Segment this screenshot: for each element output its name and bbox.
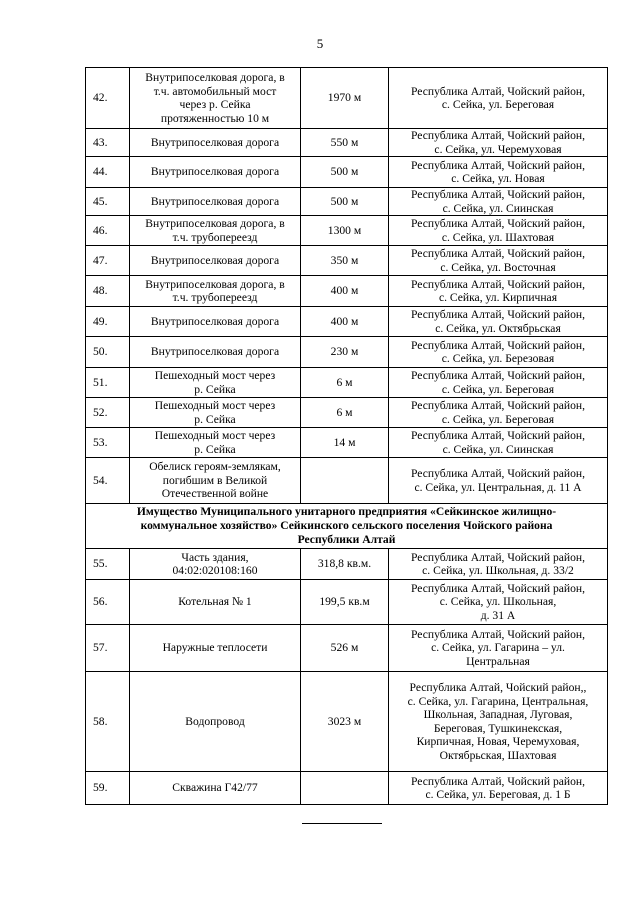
table-row: [86, 458, 608, 504]
object-size-cell: 400 м: [301, 276, 389, 307]
object-name-cell: Внутрипоселковая дорога, в т.ч. трубопереезд: [130, 276, 301, 307]
object-size-cell: [301, 458, 389, 504]
row-number-cell: 42.: [86, 68, 130, 129]
object-address-cell: Республика Алтай, Чойский район, с. Сейка, ул. Октябрьская: [389, 307, 608, 337]
row-number-cell: 55.: [86, 549, 130, 580]
object-address-cell: Республика Алтай, Чойский район, с. Сейка, ул. Новая: [389, 157, 608, 188]
object-size-cell: 1970 м: [301, 68, 389, 129]
object-address-cell: Республика Алтай, Чойский район, с. Сейка, ул. Школьная, д. 33/2: [389, 549, 608, 580]
object-address-cell: Республика Алтай, Чойский район,, с. Сейка, ул. Гагарина, Центральная, Школьная, Западная, Луговая, Береговая, Тушкинекская, Кирпичная, Новая, Черемуховая, Октябрьская, Шахтовая: [389, 672, 608, 772]
object-size-cell: 400 м: [301, 307, 389, 337]
object-size-cell: 1300 м: [301, 216, 389, 246]
row-number-cell: 51.: [86, 368, 130, 398]
object-size-cell: 550 м: [301, 129, 389, 157]
object-name-cell: Пешеходный мост через р. Сейка: [130, 398, 301, 428]
row-number-cell: 47.: [86, 246, 130, 276]
object-name-cell: Внутрипоселковая дорога, в т.ч. трубопереезд: [130, 216, 301, 246]
table-row: [86, 188, 608, 216]
table-row: [86, 428, 608, 458]
object-address-cell: Республика Алтай, Чойский район, с. Сейка, ул. Центральная, д. 11 А: [389, 458, 608, 504]
footnote-separator-line: [302, 823, 382, 824]
row-number-cell: 45.: [86, 188, 130, 216]
object-address-cell: Республика Алтай, Чойский район, с. Сейка, ул. Береговая: [389, 398, 608, 428]
row-number-cell: 50.: [86, 337, 130, 368]
object-size-cell: 3023 м: [301, 672, 389, 772]
object-size-cell: 500 м: [301, 157, 389, 188]
row-number-cell: 52.: [86, 398, 130, 428]
object-name-cell: Внутрипоселковая дорога: [130, 157, 301, 188]
row-number-cell: 43.: [86, 129, 130, 157]
table-row: [86, 307, 608, 337]
object-size-cell: 500 м: [301, 188, 389, 216]
object-name-cell: Пешеходный мост через р. Сейка: [130, 428, 301, 458]
row-number-cell: 48.: [86, 276, 130, 307]
row-number-cell: 46.: [86, 216, 130, 246]
table-row: [86, 129, 608, 157]
object-address-cell: Республика Алтай, Чойский район, с. Сейка, ул. Кирпичная: [389, 276, 608, 307]
property-registry-table: [85, 67, 608, 805]
section-header-row: [86, 504, 608, 549]
row-number-cell: 44.: [86, 157, 130, 188]
table-row: [86, 398, 608, 428]
table-row: [86, 672, 608, 772]
table-row: [86, 337, 608, 368]
object-address-cell: Республика Алтай, Чойский район, с. Сейка, ул. Сиинская: [389, 188, 608, 216]
object-size-cell: 318,8 кв.м.: [301, 549, 389, 580]
row-number-cell: 59.: [86, 772, 130, 805]
object-address-cell: Республика Алтай, Чойский район, с. Сейка, ул. Береговая: [389, 68, 608, 129]
row-number-cell: 56.: [86, 580, 130, 625]
object-address-cell: Республика Алтай, Чойский район, с. Сейка, ул. Гагарина – ул. Центральная: [389, 625, 608, 672]
object-size-cell: 350 м: [301, 246, 389, 276]
object-address-cell: Республика Алтай, Чойский район, с. Сейка, ул. Сиинская: [389, 428, 608, 458]
object-name-cell: Внутрипоселковая дорога: [130, 307, 301, 337]
object-name-cell: Часть здания, 04:02:020108:160: [130, 549, 301, 580]
object-name-cell: Скважина Г42/77: [130, 772, 301, 805]
table-row: [86, 276, 608, 307]
object-name-cell: Котельная № 1: [130, 580, 301, 625]
row-number-cell: 54.: [86, 458, 130, 504]
object-address-cell: Республика Алтай, Чойский район, с. Сейка, ул. Школьная, д. 31 А: [389, 580, 608, 625]
object-address-cell: Республика Алтай, Чойский район, с. Сейка, ул. Березовая: [389, 337, 608, 368]
table-row: [86, 246, 608, 276]
object-size-cell: 199,5 кв.м: [301, 580, 389, 625]
object-address-cell: Республика Алтай, Чойский район, с. Сейка, ул. Восточная: [389, 246, 608, 276]
object-name-cell: Пешеходный мост через р. Сейка: [130, 368, 301, 398]
object-address-cell: Республика Алтай, Чойский район, с. Сейка, ул. Береговая, д. 1 Б: [389, 772, 608, 805]
row-number-cell: 49.: [86, 307, 130, 337]
table-row: [86, 549, 608, 580]
object-size-cell: 6 м: [301, 368, 389, 398]
row-number-cell: 58.: [86, 672, 130, 772]
object-name-cell: Обелиск героям-землякам, погибшим в Великой Отечественной войне: [130, 458, 301, 504]
table-row: [86, 216, 608, 246]
object-name-cell: Водопровод: [130, 672, 301, 772]
object-size-cell: 526 м: [301, 625, 389, 672]
object-name-cell: Внутрипоселковая дорога: [130, 337, 301, 368]
object-name-cell: Внутрипоселковая дорога: [130, 129, 301, 157]
object-name-cell: Внутрипоселковая дорога, в т.ч. автомобильный мост через р. Сейка протяженностью 10 м: [130, 68, 301, 129]
table-row: [86, 157, 608, 188]
object-size-cell: 230 м: [301, 337, 389, 368]
row-number-cell: 57.: [86, 625, 130, 672]
object-name-cell: Наружные теплосети: [130, 625, 301, 672]
table-row: [86, 580, 608, 625]
section-title: Имущество Муниципального унитарного предприятия «Сейкинское жилищно- коммунальное хозяйство» Сейкинского сельского поселения Чойского района Республики Алтай: [86, 504, 608, 549]
object-name-cell: Внутрипоселковая дорога: [130, 246, 301, 276]
row-number-cell: 53.: [86, 428, 130, 458]
table-row: [86, 68, 608, 129]
page-number: 5: [316, 36, 324, 51]
object-size-cell: [301, 772, 389, 805]
object-address-cell: Республика Алтай, Чойский район, с. Сейка, ул. Береговая: [389, 368, 608, 398]
table-row: [86, 772, 608, 805]
object-size-cell: 6 м: [301, 398, 389, 428]
table-row: [86, 368, 608, 398]
object-size-cell: 14 м: [301, 428, 389, 458]
table-row: [86, 625, 608, 672]
object-address-cell: Республика Алтай, Чойский район, с. Сейка, ул. Черемуховая: [389, 129, 608, 157]
object-address-cell: Республика Алтай, Чойский район, с. Сейка, ул. Шахтовая: [389, 216, 608, 246]
object-name-cell: Внутрипоселковая дорога: [130, 188, 301, 216]
